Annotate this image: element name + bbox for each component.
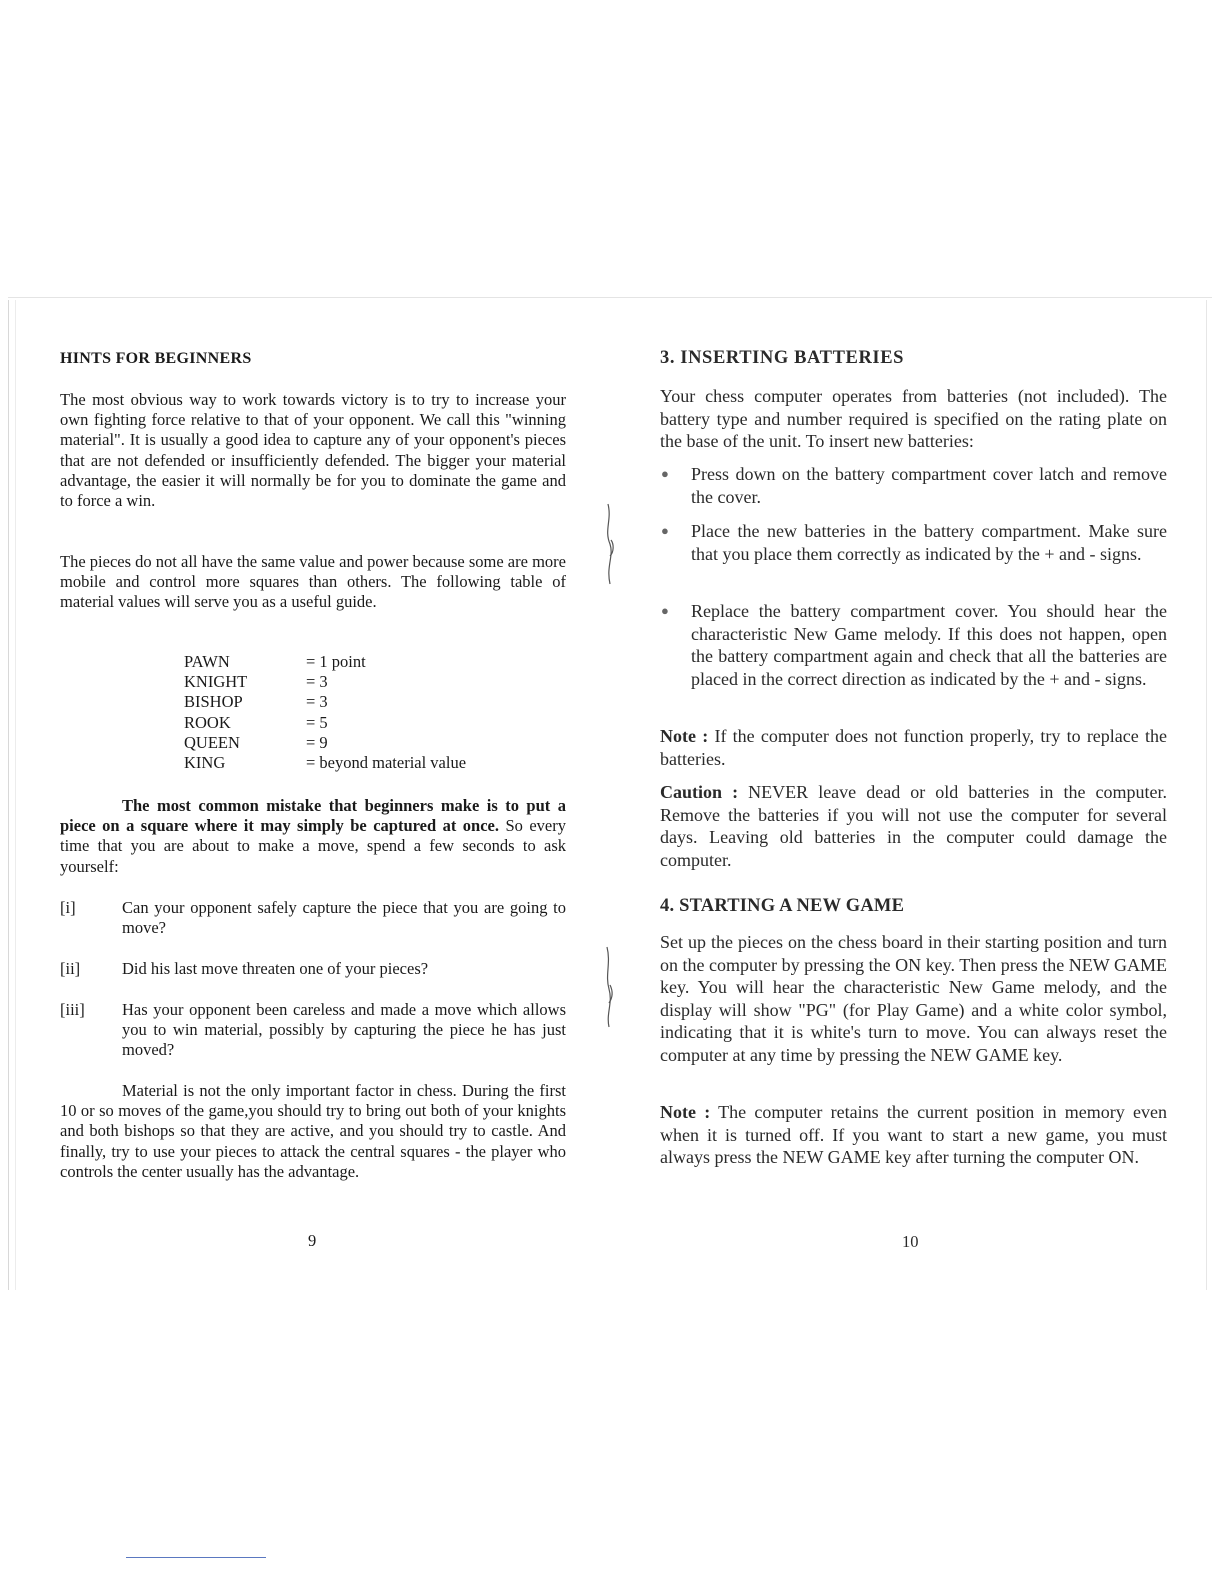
material-values-table [184, 652, 466, 773]
staple-mark-icon [588, 945, 628, 1031]
list-item [660, 520, 1167, 565]
bullet-dot-icon: ● [661, 603, 669, 618]
page-heading: HINTS FOR BEGINNERS [60, 350, 252, 367]
bullet-dot-icon: ● [661, 523, 669, 538]
table-row [184, 753, 466, 773]
piece-value: = 9 [306, 732, 328, 752]
right-sheet-edge [1206, 300, 1211, 1290]
footer-rule [126, 1557, 266, 1558]
left-sheet-edge [8, 300, 16, 1290]
page-number: 9 [308, 1231, 317, 1250]
table-row [184, 692, 466, 712]
note-label: Note : [660, 1102, 711, 1122]
staple-mark-icon [588, 500, 628, 590]
piece-value: = 1 point [306, 652, 366, 671]
list-item [60, 898, 566, 938]
caution-label: Caution : [660, 782, 739, 802]
note-batteries [660, 725, 1167, 770]
caution-paragraph [660, 781, 1167, 871]
question-text: Did his last move threaten one of your pieces? [122, 959, 429, 978]
piece-name: QUEEN [184, 732, 240, 752]
intro-paragraph: The most obvious way to work towards victory is to try to increase your own fighting force relative to that of your opponent. We call this "winning material". It is usually a good idea to capture any of your opponent's pieces that are not defended or insufficiently defended. The bigger your material advantage, the easier it will normally be for you to dominate the game and to force a win. [60, 390, 566, 511]
section-heading-new-game: 4. STARTING A NEW GAME [660, 896, 905, 916]
material-paragraph [60, 1081, 566, 1182]
step-text: Replace the battery compartment cover. You should hear the characteristic New Game melody. If this does not happen, open the battery compartment again and check that all the batteries are placed in the correct direction as indicated by the + and - signs. [691, 601, 1167, 689]
list-item [60, 959, 566, 979]
table-row [184, 713, 466, 733]
pieces-paragraph: The pieces do not all have the same value and power because some are more mobile and control more squares than others. The following table of material values will serve you as a useful guide. [60, 552, 566, 612]
question-number: [iii] [60, 1000, 85, 1019]
list-item [60, 1000, 566, 1061]
common-mistake-paragraph [60, 796, 566, 877]
piece-name: KING [184, 753, 226, 773]
piece-value: = 3 [306, 692, 328, 712]
piece-value: = 3 [306, 672, 328, 692]
piece-value: = 5 [306, 712, 328, 732]
piece-name: KNIGHT [184, 672, 248, 692]
material-paragraph-text: Material is not the only important factor in chess. During the first 10 or so moves of the game,you should try to bring out both of your knights and both bishops so that they are active, and you should try to castle. And finally, try to use your pieces to attack the central squares - the player who controls the center usually has the advantage. [60, 1081, 566, 1181]
common-mistake-emphasis: The most common mistake that beginners make is to put a piece on a square where it may simply be captured at once. [60, 796, 566, 836]
piece-value: = beyond material value [306, 753, 467, 773]
section-heading-batteries: 3. INSERTING BATTERIES [660, 348, 905, 368]
list-item [660, 600, 1167, 690]
piece-name: PAWN [184, 652, 230, 671]
note-label: Note : [660, 726, 709, 746]
common-mistake-rest: So every time that you are about to make a move, spend a few seconds to ask yourself: [60, 816, 566, 876]
question-number: [i] [60, 898, 76, 917]
table-row [184, 733, 466, 753]
list-item [660, 463, 1167, 508]
question-text: Can your opponent safely capture the piece that you are going to move? [122, 898, 566, 938]
piece-name: BISHOP [184, 692, 243, 712]
note-text: The computer retains the current position in memory even when it is turned off. If you want to start a new game, you must always press the NEW GAME key after turning the computer ON. [660, 1102, 1168, 1168]
bullet-dot-icon: ● [661, 466, 669, 481]
page-number: 10 [902, 1232, 919, 1251]
new-game-paragraph: Set up the pieces on the chess board in their starting position and turn on the computer by pressing the ON key. Then press the NEW GAME key. You will hear the characteristic New Game melody, and the display will show "PG" (for Play Game) and a white color symbol, indicating that it is white's turn to move. You can always reset the computer at any time by pressing the NEW GAME key. [660, 932, 1167, 1065]
note-new-game [660, 1101, 1167, 1169]
caution-text: NEVER leave dead or old batteries in the computer. Remove the batteries if you will not use the computer for several days. Leaving old batteries in the computer could damage the computer. [660, 782, 1167, 870]
batteries-intro: Your chess computer operates from batteries (not included). The battery type and number required is specified on the rating plate on the base of the unit. To insert new batteries: [660, 386, 1167, 452]
step-text: Press down on the battery compartment cover latch and remove the cover. [691, 464, 1167, 507]
question-number: [ii] [60, 959, 81, 978]
table-row [184, 672, 466, 692]
question-text: Has your opponent been careless and made a move which allows you to win material, possibly by capturing the piece he has just moved? [122, 1000, 566, 1060]
step-text: Place the new batteries in the battery compartment. Make sure that you place them correctly as indicated by the + and - signs. [691, 521, 1167, 564]
note-text: If the computer does not function properly, try to replace the batteries. [660, 726, 1167, 769]
piece-name: ROOK [184, 712, 231, 732]
table-row [184, 652, 466, 672]
